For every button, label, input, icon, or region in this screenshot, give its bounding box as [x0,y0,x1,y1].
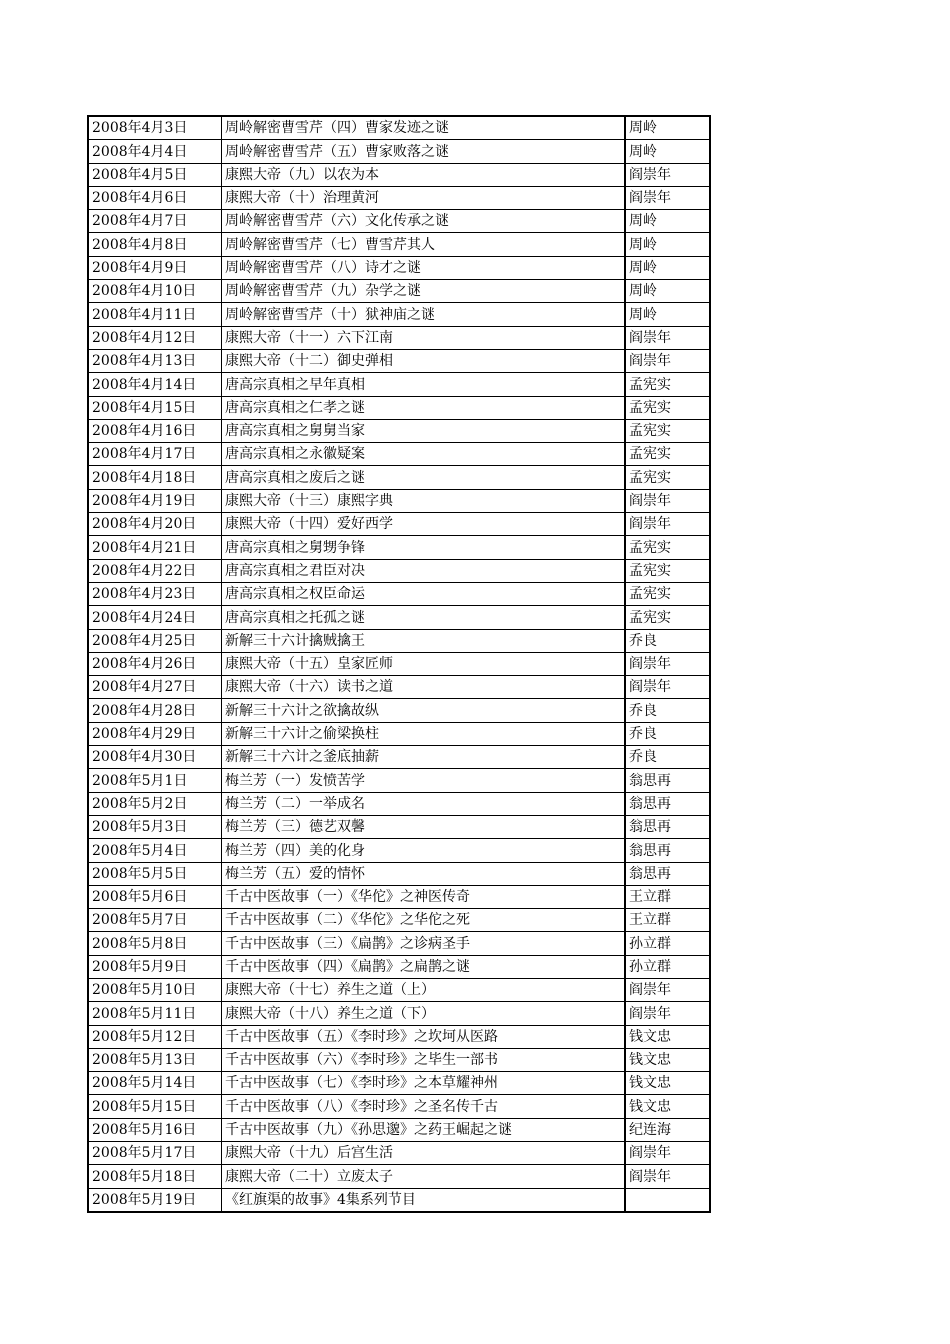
title-cell: 千古中医故事（一）《华佗》之神医传奇 [222,885,626,908]
host-cell: 孙立群 [625,932,710,955]
host-cell: 周岭 [625,233,710,256]
date-cell: 2008年5月14日 [88,1072,222,1095]
table-row [88,140,710,163]
title-cell: 康熙大帝（十一）六下江南 [222,326,626,349]
table-row [88,769,710,792]
title-cell: 周岭解密曹雪芹（十）狱神庙之谜 [222,303,626,326]
title-cell: 梅兰芳（四）美的化身 [222,839,626,862]
title-cell: 千古中医故事（四）《扁鹊》之扁鹊之谜 [222,955,626,978]
table-row [88,932,710,955]
host-cell: 翁思再 [625,815,710,838]
host-cell: 阎崇年 [625,1165,710,1188]
date-cell: 2008年5月1日 [88,769,222,792]
host-cell: 翁思再 [625,769,710,792]
host-cell: 阎崇年 [625,349,710,372]
date-cell: 2008年5月15日 [88,1095,222,1118]
host-cell: 孟宪实 [625,373,710,396]
title-cell: 康熙大帝（十六）读书之道 [222,676,626,699]
table-row [88,349,710,372]
table-row [88,862,710,885]
host-cell: 阎崇年 [625,163,710,186]
host-cell: 孟宪实 [625,419,710,442]
date-cell: 2008年4月14日 [88,373,222,396]
date-cell: 2008年4月11日 [88,303,222,326]
table-row [88,606,710,629]
table-row [88,1025,710,1048]
table-row [88,419,710,442]
table-row [88,559,710,582]
table-row [88,1165,710,1188]
host-cell: 乔良 [625,699,710,722]
title-cell: 唐高宗真相之废后之谜 [222,466,626,489]
date-cell: 2008年4月20日 [88,513,222,536]
table-row [88,1095,710,1118]
date-cell: 2008年5月16日 [88,1118,222,1141]
table-row [88,676,710,699]
date-cell: 2008年4月23日 [88,582,222,605]
title-cell: 周岭解密曹雪芹（七）曹雪芹其人 [222,233,626,256]
host-cell: 翁思再 [625,862,710,885]
host-cell: 孟宪实 [625,536,710,559]
title-cell: 唐高宗真相之君臣对决 [222,559,626,582]
date-cell: 2008年5月2日 [88,792,222,815]
table-row [88,1118,710,1141]
date-cell: 2008年4月6日 [88,186,222,209]
host-cell: 阎崇年 [625,1142,710,1165]
date-cell: 2008年5月18日 [88,1165,222,1188]
title-cell: 千古中医故事（九）《孙思邈》之药王崛起之谜 [222,1118,626,1141]
host-cell: 孟宪实 [625,582,710,605]
date-cell: 2008年4月17日 [88,443,222,466]
title-cell: 新解三十六计之釜底抽薪 [222,746,626,769]
host-cell: 阎崇年 [625,489,710,512]
title-cell: 千古中医故事（八）《李时珍》之圣名传千古 [222,1095,626,1118]
date-cell: 2008年5月9日 [88,955,222,978]
title-cell: 康熙大帝（十五）皇家匠师 [222,652,626,675]
table-row [88,582,710,605]
title-cell: 《红旗渠的故事》4集系列节目 [222,1188,626,1212]
date-cell: 2008年4月15日 [88,396,222,419]
host-cell: 阎崇年 [625,978,710,1001]
table-row [88,1072,710,1095]
table-row [88,303,710,326]
table-row [88,629,710,652]
table-row [88,978,710,1001]
date-cell: 2008年4月16日 [88,419,222,442]
date-cell: 2008年4月18日 [88,466,222,489]
host-cell: 孙立群 [625,955,710,978]
table-row [88,1142,710,1165]
table-row [88,1048,710,1071]
host-cell: 阎崇年 [625,513,710,536]
title-cell: 周岭解密曹雪芹（六）文化传承之谜 [222,210,626,233]
date-cell: 2008年5月12日 [88,1025,222,1048]
title-cell: 周岭解密曹雪芹（九）杂学之谜 [222,280,626,303]
title-cell: 新解三十六计擒贼擒王 [222,629,626,652]
host-cell: 孟宪实 [625,396,710,419]
date-cell: 2008年4月12日 [88,326,222,349]
title-cell: 康熙大帝（十二）御史弹相 [222,349,626,372]
table-row [88,396,710,419]
date-cell: 2008年4月21日 [88,536,222,559]
table-row [88,233,710,256]
date-cell: 2008年5月8日 [88,932,222,955]
title-cell: 康熙大帝（九）以农为本 [222,163,626,186]
table-row [88,746,710,769]
date-cell: 2008年5月5日 [88,862,222,885]
date-cell: 2008年5月6日 [88,885,222,908]
title-cell: 康熙大帝（十四）爱好西学 [222,513,626,536]
table-row [88,443,710,466]
table-row [88,163,710,186]
title-cell: 周岭解密曹雪芹（五）曹家败落之谜 [222,140,626,163]
date-cell: 2008年4月19日 [88,489,222,512]
date-cell: 2008年5月7日 [88,909,222,932]
table-row [88,839,710,862]
host-cell: 阎崇年 [625,652,710,675]
host-cell: 孟宪实 [625,559,710,582]
table-row [88,256,710,279]
date-cell: 2008年4月8日 [88,233,222,256]
title-cell: 新解三十六计之欲擒故纵 [222,699,626,722]
date-cell: 2008年4月5日 [88,163,222,186]
title-cell: 周岭解密曹雪芹（四）曹家发迹之谜 [222,116,626,140]
table-row [88,1002,710,1025]
title-cell: 唐高宗真相之仁孝之谜 [222,396,626,419]
host-cell: 孟宪实 [625,443,710,466]
host-cell: 乔良 [625,722,710,745]
date-cell: 2008年5月3日 [88,815,222,838]
date-cell: 2008年5月19日 [88,1188,222,1212]
host-cell: 周岭 [625,140,710,163]
host-cell: 钱文忠 [625,1048,710,1071]
host-cell: 周岭 [625,303,710,326]
host-cell: 王立群 [625,885,710,908]
table-row [88,885,710,908]
date-cell: 2008年4月25日 [88,629,222,652]
host-cell: 翁思再 [625,792,710,815]
title-cell: 新解三十六计之偷梁换柱 [222,722,626,745]
host-cell: 钱文忠 [625,1072,710,1095]
title-cell: 康熙大帝（十）治理黄河 [222,186,626,209]
date-cell: 2008年5月10日 [88,978,222,1001]
host-cell: 纪连海 [625,1118,710,1141]
host-cell: 孟宪实 [625,466,710,489]
host-cell: 钱文忠 [625,1025,710,1048]
table-row [88,699,710,722]
host-cell [625,1188,710,1212]
title-cell: 千古中医故事（七）《李时珍》之本草耀神州 [222,1072,626,1095]
title-cell: 千古中医故事（五）《李时珍》之坎坷从医路 [222,1025,626,1048]
host-cell: 周岭 [625,256,710,279]
title-cell: 康熙大帝（二十）立废太子 [222,1165,626,1188]
table-row [88,116,710,140]
table-row [88,280,710,303]
table-row [88,513,710,536]
table-row [88,489,710,512]
title-cell: 康熙大帝（十九）后宫生活 [222,1142,626,1165]
title-cell: 唐高宗真相之托孤之谜 [222,606,626,629]
schedule-table [87,115,711,1213]
date-cell: 2008年4月9日 [88,256,222,279]
date-cell: 2008年4月24日 [88,606,222,629]
title-cell: 唐高宗真相之舅舅当家 [222,419,626,442]
host-cell: 周岭 [625,210,710,233]
date-cell: 2008年4月29日 [88,722,222,745]
host-cell: 周岭 [625,116,710,140]
date-cell: 2008年4月27日 [88,676,222,699]
host-cell: 周岭 [625,280,710,303]
date-cell: 2008年5月17日 [88,1142,222,1165]
table-row [88,652,710,675]
date-cell: 2008年5月4日 [88,839,222,862]
table-row [88,210,710,233]
host-cell: 阎崇年 [625,676,710,699]
table-row [88,792,710,815]
title-cell: 梅兰芳（二）一举成名 [222,792,626,815]
title-cell: 康熙大帝（十八）养生之道（下） [222,1002,626,1025]
title-cell: 梅兰芳（五）爱的情怀 [222,862,626,885]
host-cell: 翁思再 [625,839,710,862]
host-cell: 阎崇年 [625,186,710,209]
title-cell: 千古中医故事（二）《华佗》之华佗之死 [222,909,626,932]
table-row [88,186,710,209]
table-row [88,722,710,745]
date-cell: 2008年4月28日 [88,699,222,722]
table-row [88,955,710,978]
date-cell: 2008年5月11日 [88,1002,222,1025]
title-cell: 千古中医故事（六）《李时珍》之毕生一部书 [222,1048,626,1071]
date-cell: 2008年5月13日 [88,1048,222,1071]
table-row [88,1188,710,1212]
title-cell: 唐高宗真相之永徽疑案 [222,443,626,466]
host-cell: 王立群 [625,909,710,932]
table-row [88,815,710,838]
title-cell: 康熙大帝（十三）康熙字典 [222,489,626,512]
table-row [88,373,710,396]
title-cell: 梅兰芳（三）德艺双馨 [222,815,626,838]
host-cell: 阎崇年 [625,1002,710,1025]
date-cell: 2008年4月3日 [88,116,222,140]
table-row [88,466,710,489]
table-row [88,536,710,559]
title-cell: 千古中医故事（三）《扁鹊》之诊病圣手 [222,932,626,955]
title-cell: 唐高宗真相之早年真相 [222,373,626,396]
host-cell: 钱文忠 [625,1095,710,1118]
title-cell: 周岭解密曹雪芹（八）诗才之谜 [222,256,626,279]
title-cell: 唐高宗真相之舅甥争锋 [222,536,626,559]
date-cell: 2008年4月4日 [88,140,222,163]
schedule-table-body [88,116,710,1212]
title-cell: 康熙大帝（十七）养生之道（上） [222,978,626,1001]
host-cell: 孟宪实 [625,606,710,629]
table-row [88,909,710,932]
title-cell: 梅兰芳（一）发愤苦学 [222,769,626,792]
date-cell: 2008年4月10日 [88,280,222,303]
host-cell: 乔良 [625,746,710,769]
host-cell: 阎崇年 [625,326,710,349]
date-cell: 2008年4月30日 [88,746,222,769]
table-row [88,326,710,349]
date-cell: 2008年4月13日 [88,349,222,372]
date-cell: 2008年4月26日 [88,652,222,675]
title-cell: 唐高宗真相之权臣命运 [222,582,626,605]
date-cell: 2008年4月7日 [88,210,222,233]
host-cell: 乔良 [625,629,710,652]
date-cell: 2008年4月22日 [88,559,222,582]
